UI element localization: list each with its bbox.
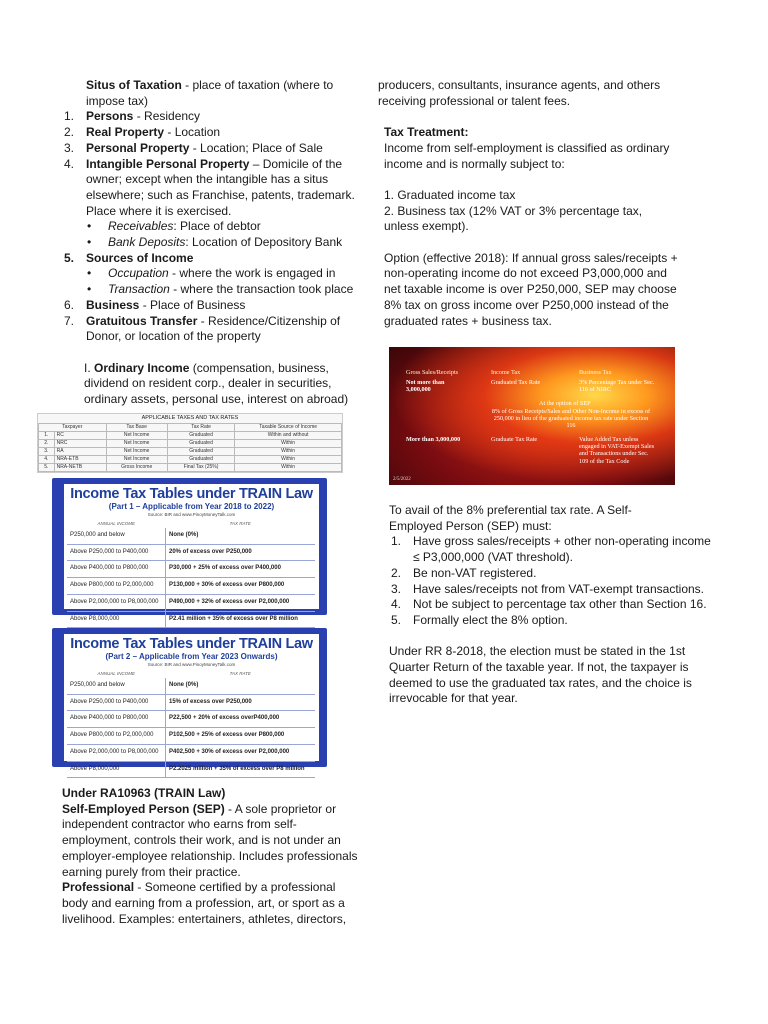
table-row: 2. NRC Net Income Graduated Within xyxy=(39,440,342,448)
list-item: 4. Not be subject to percentage tax other than Section 16. xyxy=(391,597,707,612)
paragraph: 1. Graduated income tax xyxy=(384,187,516,202)
table-cell: More than 3,000,000 xyxy=(406,436,461,443)
table-row: 1. RC Net Income Graduated Within and without xyxy=(39,432,342,440)
list-item: 6. Business - Place of Business xyxy=(64,297,246,312)
list-item: 3. Have sales/receipts not from VAT-exempt transactions. xyxy=(391,581,705,596)
column-header: Income Tax xyxy=(491,369,521,376)
table-title: APPLICABLE TAXES AND TAX RATES xyxy=(141,415,239,421)
list-item: 3. Personal Property - Location; Place of Sale xyxy=(64,140,323,155)
table-cell: Graduate Tax Rate xyxy=(491,436,538,443)
image-footer: 2/5/2022 xyxy=(393,476,411,482)
paragraph: Under RR 8-2018, the election must be stated in the 1st Quarter Return of the taxable year. If not, the taxpayer is deemed to use the graduated tax rates, and the choice is irrevocable for that year. xyxy=(389,644,692,706)
table-row: P250,000 and below None (0%) xyxy=(67,528,315,544)
list-item: 1. Persons - Residency xyxy=(64,109,201,124)
column-header: Business Tax xyxy=(579,369,612,376)
list-item: • Transaction - where the transaction took place xyxy=(62,282,367,298)
column-header: ANNUAL INCOME xyxy=(97,521,135,526)
train-table-subtitle: (Part 1 – Applicable from Year 2018 to 2022) xyxy=(108,502,275,511)
table-row: Above P2,000,000 to P8,000,000 P402,500 + 30% of excess over P2,000,000 xyxy=(67,744,315,761)
right-column-bottom xyxy=(389,503,719,707)
option-table-image xyxy=(389,347,675,485)
list-item: 2. Real Property - Location xyxy=(64,125,221,140)
left-column-bottom xyxy=(62,786,362,927)
situs-list xyxy=(62,109,367,345)
paragraph: To avail of the 8% preferential tax rate. A Self-Employed Person (SEP) must: xyxy=(389,503,632,533)
table-row: Above P8,000,000 P2.2025 million + 35% of excess over P8 million xyxy=(67,761,315,778)
train-law-heading: Under RA10963 (TRAIN Law) xyxy=(62,786,226,800)
table-cell: Value Added Tax unless engaged in VAT-Exempt Sales and Transactions under Sec. 109 of the Tax Code xyxy=(579,436,654,465)
table-cell: 3% Percentage Tax under Sec. 116 of NIRC xyxy=(579,379,655,394)
tax-treatment-heading: Tax Treatment: xyxy=(384,125,469,140)
list-item: 5. Sources of Income • Occupation - where the work is engaged in • Transaction - where the transaction took place xyxy=(62,251,367,298)
column-header: TAX RATE xyxy=(229,671,251,676)
table-row: Above P8,000,000 P2.41 million + 35% of excess over P8 million xyxy=(67,611,315,628)
train-table-subtitle: (Part 2 – Applicable from Year 2023 Onwards) xyxy=(105,652,278,661)
list-item: 2. Be non-VAT registered. xyxy=(391,565,537,580)
left-column-top xyxy=(62,78,367,408)
sep-definition: Self-Employed Person (SEP) - A sole proprietor or independent contractor who earns from self-employment, controls their work, and is not under an employer-employee relationship. Includes professionals earning purely from their practice. xyxy=(62,801,358,879)
list-item: • Occupation - where the work is engaged in xyxy=(62,266,367,282)
professional-definition: Professional - Someone certified by a professional body and earning from a profession, art, or sport as a livelihood. Examples: entertainers, athletes, directors, xyxy=(62,880,347,926)
requirements-list xyxy=(389,534,719,628)
paragraph: 2. Business tax (12% VAT or 3% percentage tax, unless exempt). xyxy=(384,203,643,234)
table-row: Above P800,000 to P2,000,000 P102,500 + 25% of excess over P800,000 xyxy=(67,728,315,745)
applicable-taxes-table xyxy=(37,413,343,473)
train-table-title: Income Tax Tables under TRAIN Law xyxy=(70,486,313,502)
situs-heading: Situs of Taxation - place of taxation (where to impose tax) xyxy=(86,78,334,108)
list-item: 4. Intangible Personal Property – Domicile of the owner; except when the intangible has a situs elsewhere; such as Franchise, patents, trademark. Place where it is exercised. • Receivables: Place of debtor • Bank Deposits: Location of Depository Bank xyxy=(62,157,367,251)
right-column-top xyxy=(378,78,678,329)
ordinary-income: I. Ordinary Income (compensation, business, dividend on resident corp., dealer in securities, ordinary assets, personal use, interest on abroad) xyxy=(84,360,349,407)
list-item: 5. Formally elect the 8% option. xyxy=(391,612,568,627)
table-row: Above P400,000 to P800,000 P22,500 + 20% of excess overP400,000 xyxy=(67,711,315,728)
paragraph: Income from self-employment is classified as ordinary income and is normally subject to: xyxy=(384,140,670,171)
column-header: ANNUAL INCOME xyxy=(97,671,135,676)
table-cell: At the option of SEP xyxy=(539,400,591,407)
column-header: Gross Sales/Receipts xyxy=(406,369,459,376)
table-row: 5. NRA-NETB Gross Income Final Tax (25%) Within xyxy=(39,464,342,472)
table-row: 3. RA Net Income Graduated Within xyxy=(39,448,342,456)
train-table-source: Source: BIR and www.PinoyMoneyTalk.com xyxy=(147,662,236,667)
table-cell: Graduated Tax Rate xyxy=(491,379,541,386)
table-cell: Not more than 3,000,000 xyxy=(406,379,445,394)
list-item: 1. Have gross sales/receipts + other non-operating income ≤ P3,000,000 (VAT threshold). xyxy=(391,534,711,565)
column-header: Tax Rate xyxy=(167,424,234,432)
column-header: Taxable Source of Income xyxy=(235,424,342,432)
paragraph: Option (effective 2018): If annual gross sales/receipts + non-operating income do not exceed P3,000,000 and net taxable income is over P250,000, SEP may choose 8% tax on gross income over P250,000 instead of the graduated rates + business tax. xyxy=(384,250,678,328)
train-table-source: Source: BIR and www.PinoyMoneyTalk.com xyxy=(147,512,236,517)
train-table-title: Income Tax Tables under TRAIN Law xyxy=(70,636,313,652)
table-row: Above P250,000 to P400,000 15% of excess over P250,000 xyxy=(67,694,315,711)
train-table-part2 xyxy=(52,628,327,772)
paragraph: producers, consultants, insurance agents, and others receiving professional or talent fees. xyxy=(378,78,661,108)
table-cell: 8% of Gross Receipts/Sales and Other Non-Income in excess of 250,000 in lieu of the graduated income tax rate under Section 116 xyxy=(491,408,651,430)
column-header: Taxpayer xyxy=(39,424,107,432)
table-row: Above P250,000 to P400,000 20% of excess over P250,000 xyxy=(67,544,315,561)
list-item: 7. Gratuitous Transfer - Residence/Citizenship of Donor, or location of the property xyxy=(64,313,341,344)
table-row: Above P400,000 to P800,000 P30,000 + 25% of excess over P400,000 xyxy=(67,561,315,578)
column-header: Tax Base xyxy=(106,424,167,432)
table-row: Above P2,000,000 to P8,000,000 P490,000 + 32% of excess over P2,000,000 xyxy=(67,594,315,611)
train-table-part1 xyxy=(52,478,327,622)
column-header: TAX RATE xyxy=(229,521,251,526)
list-item: • Bank Deposits: Location of Depository Bank xyxy=(62,235,367,251)
table-row: 4. NRA-ETB Net Income Graduated Within xyxy=(39,456,342,464)
table-row: Above P800,000 to P2,000,000 P130,000 + 30% of excess over P800,000 xyxy=(67,578,315,595)
table-row: P250,000 and below None (0%) xyxy=(67,678,315,694)
list-item: • Receivables: Place of debtor xyxy=(62,219,367,235)
